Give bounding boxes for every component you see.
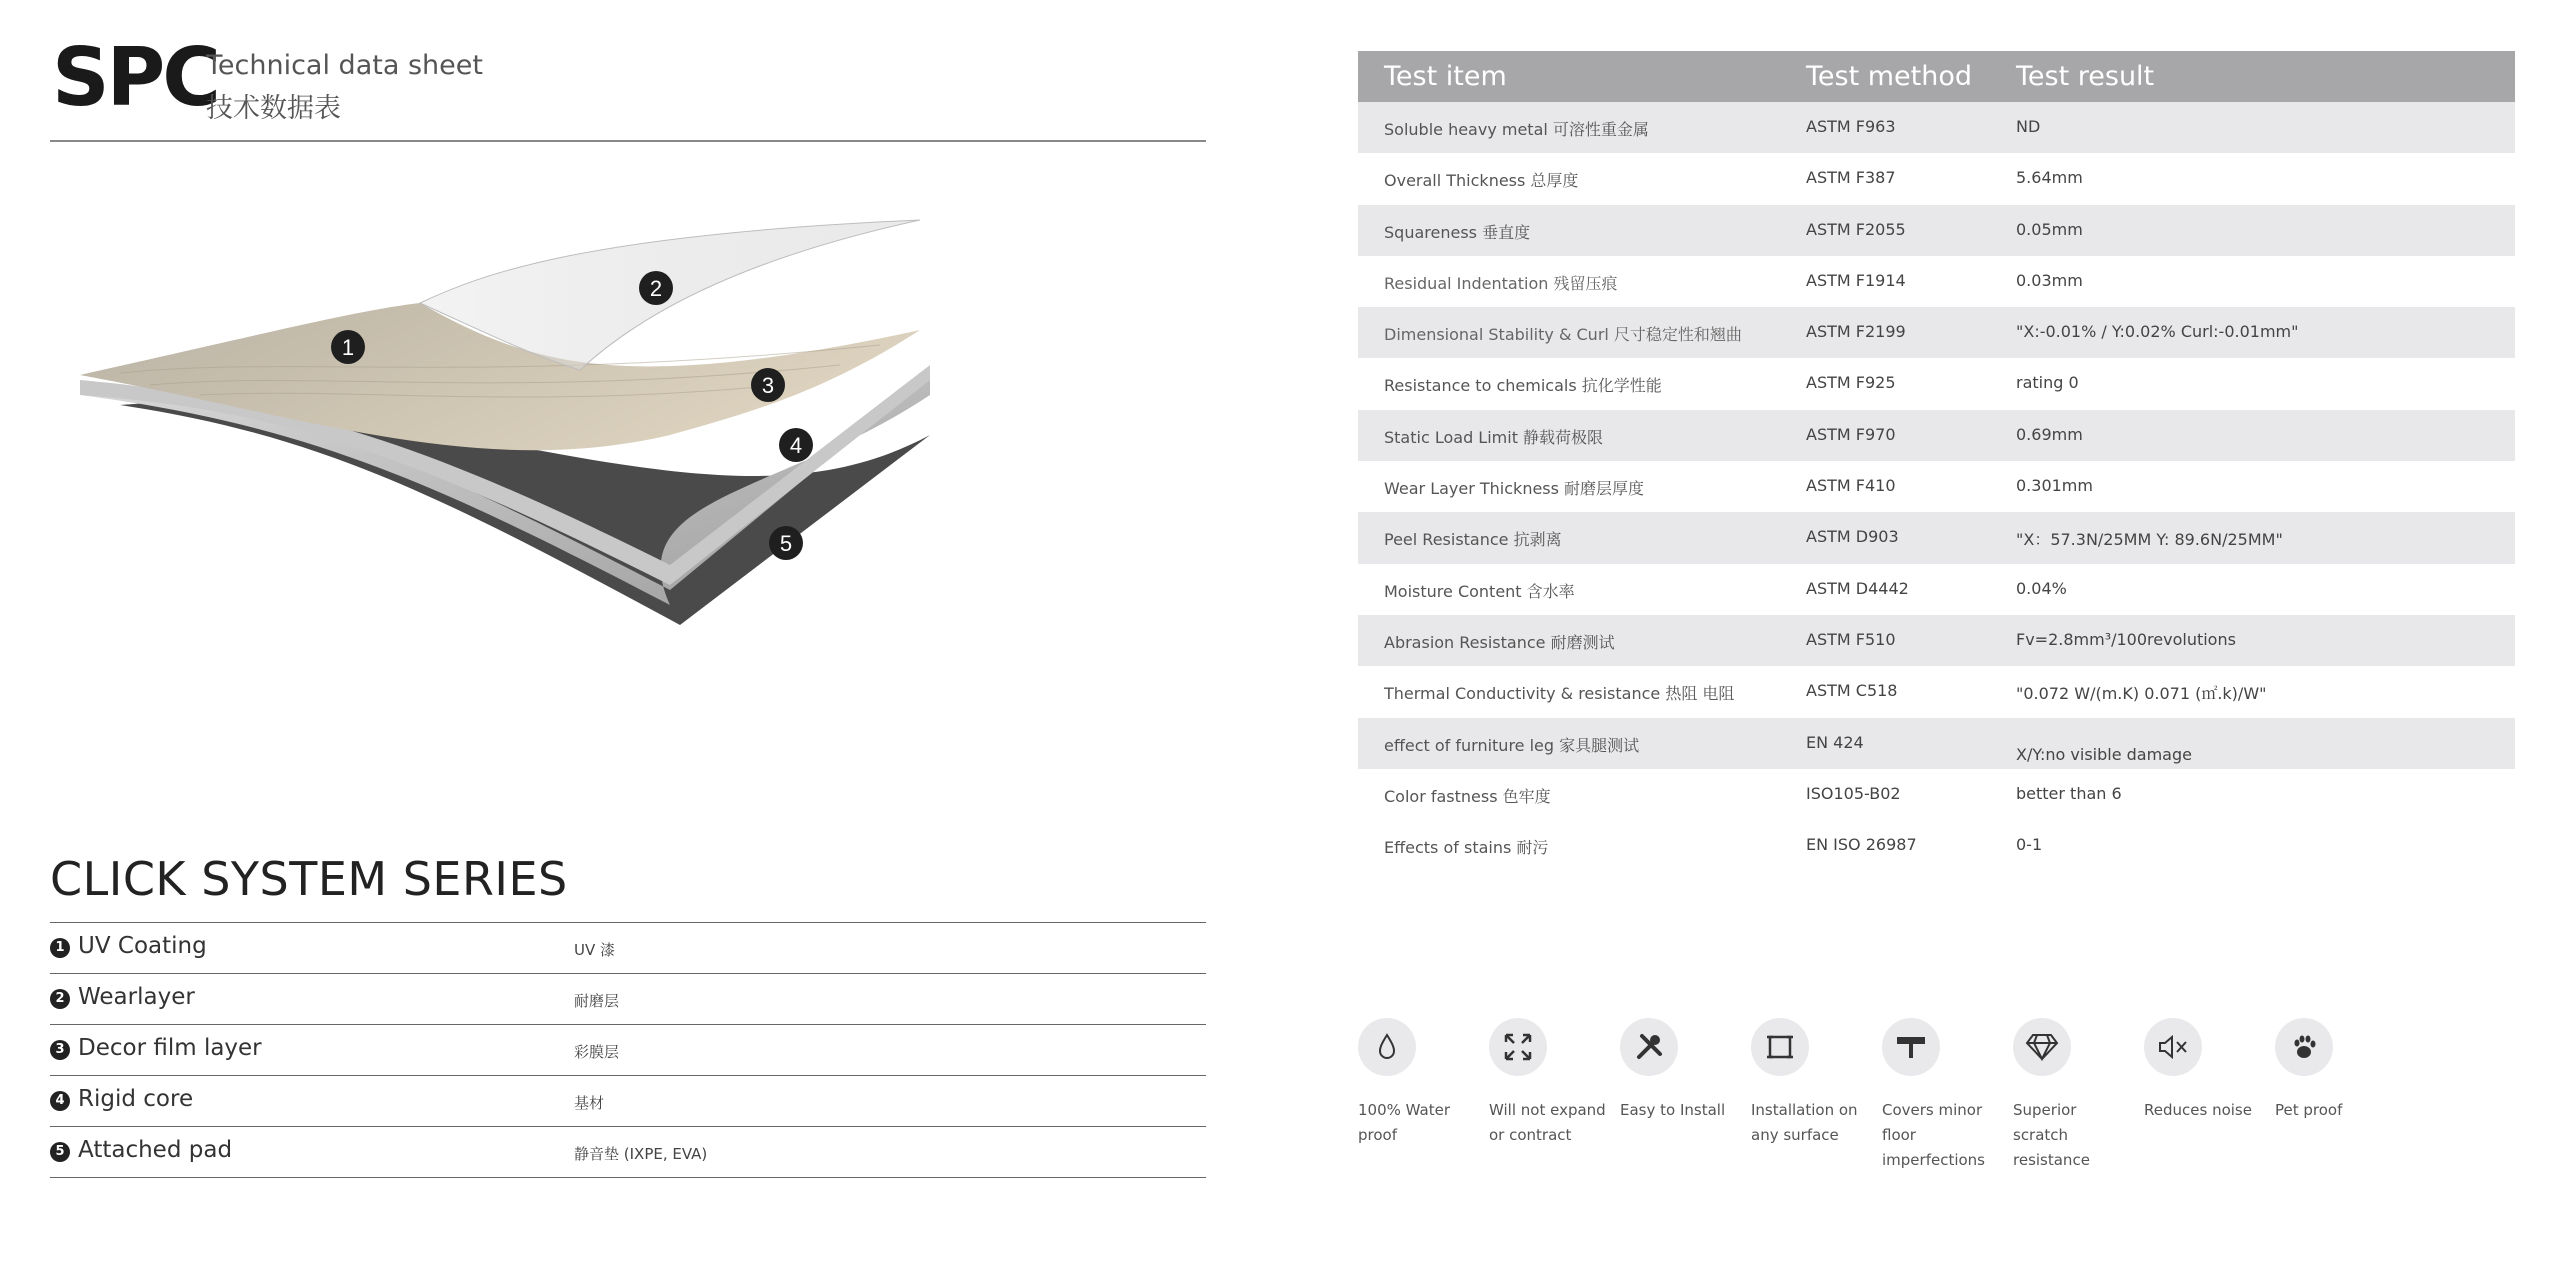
- test-method: ASTM F387: [1806, 168, 1896, 188]
- feature-label: Covers minor floor imperfections: [1882, 1101, 1986, 1169]
- marker-3: [751, 368, 785, 402]
- layer-number: 5: [50, 1142, 70, 1162]
- brand-title: SPC: [52, 31, 218, 124]
- table-row: [1358, 820, 2515, 871]
- expand-arrows-icon: [1489, 1018, 1547, 1076]
- subtitle-en: Technical data sheet: [206, 50, 483, 81]
- test-result: 0-1: [2016, 835, 2043, 855]
- svg-text:4: 4: [789, 433, 803, 458]
- test-item: Residual Indentation 残留压痕: [1384, 273, 1618, 293]
- table-row: [1358, 769, 2515, 820]
- test-result: 0.03mm: [2016, 270, 2083, 290]
- svg-text:1: 1: [341, 335, 355, 360]
- layer-name-en: Decor film layer: [78, 1035, 262, 1061]
- table-row: [1358, 205, 2515, 256]
- layer-number: 1: [50, 938, 70, 958]
- layer-row: [50, 973, 1206, 1024]
- test-result: "0.072 W/(m.K) 0.071 (㎡.k)/W": [2016, 684, 2267, 704]
- square-frame-icon: [1751, 1018, 1809, 1076]
- feature-item: [1489, 1018, 1609, 1148]
- test-item: Moisture Content 含水率: [1384, 581, 1575, 601]
- test-method: ASTM F2055: [1806, 219, 1906, 239]
- test-method: ASTM F1914: [1806, 270, 1906, 290]
- test-method: EN 424: [1806, 732, 1864, 752]
- table-row: [1358, 102, 2515, 153]
- test-item: Abrasion Resistance 耐磨测试: [1384, 632, 1615, 652]
- layer-name-cn: 耐磨层: [574, 992, 620, 1010]
- test-result: better than 6: [2016, 783, 2122, 803]
- feature-label: Will not expand or contract: [1489, 1101, 1606, 1144]
- table-row: [1358, 307, 2515, 358]
- test-item: Peel Resistance 抗剥离: [1384, 530, 1562, 550]
- layer-name-cn: 静音垫 (IXPE, EVA): [574, 1145, 708, 1163]
- water-drop-icon: [1358, 1018, 1416, 1076]
- test-result: "X：57.3N/25MM Y: 89.6N/25MM": [2016, 530, 2283, 550]
- feature-icons-row: [1358, 1018, 2538, 1198]
- header-test-method: Test method: [1806, 61, 1973, 92]
- feature-label: Easy to Install: [1620, 1101, 1726, 1119]
- mute-speaker-icon: [2144, 1018, 2202, 1076]
- marker-4: [779, 428, 813, 462]
- feature-item: [2275, 1018, 2395, 1123]
- feature-item: [1751, 1018, 1871, 1148]
- test-item: Color fastness 色牢度: [1384, 786, 1551, 806]
- table-row: [1358, 461, 2515, 512]
- marker-1: [331, 330, 365, 364]
- test-data-table: [1358, 51, 2515, 871]
- test-item: Static Load Limit 静载荷极限: [1384, 427, 1604, 447]
- layer-row: [50, 1126, 1206, 1178]
- series-title: CLICK SYSTEM SERIES: [50, 852, 568, 906]
- test-method: ASTM C518: [1806, 681, 1898, 701]
- tools-icon: [1620, 1018, 1678, 1076]
- layer-name-en: UV Coating: [78, 933, 207, 959]
- header-test-item: Test item: [1384, 61, 1507, 92]
- test-result: 5.64mm: [2016, 168, 2083, 188]
- test-method: ASTM F963: [1806, 117, 1896, 136]
- layer-number: 3: [50, 1040, 70, 1060]
- test-method: ASTM F510: [1806, 629, 1896, 649]
- table-row: [1358, 256, 2515, 307]
- table-row: [1358, 718, 2515, 769]
- table-row: [1358, 564, 2515, 615]
- test-item: Dimensional Stability & Curl 尺寸稳定性和翘曲: [1384, 325, 1742, 345]
- layer-row: [50, 922, 1206, 973]
- test-item: Effects of stains 耐污: [1384, 838, 1549, 858]
- feature-item: [2013, 1018, 2133, 1173]
- layer-name-en: Rigid core: [78, 1086, 194, 1112]
- layer-name-cn: 基材: [574, 1094, 605, 1112]
- layer-name-cn: UV 漆: [574, 941, 616, 959]
- marker-2: [639, 271, 673, 305]
- layer-name-en: Attached pad: [78, 1137, 233, 1163]
- test-method: ASTM D903: [1806, 527, 1899, 547]
- svg-text:3: 3: [761, 373, 775, 398]
- header-test-result: Test result: [2016, 61, 2155, 92]
- header-divider: [50, 140, 1206, 142]
- layer-row: [50, 1024, 1206, 1075]
- table-row: [1358, 666, 2515, 717]
- test-result: 0.05mm: [2016, 219, 2083, 239]
- feature-label: Pet proof: [2275, 1101, 2343, 1119]
- svg-text:2: 2: [649, 276, 663, 301]
- test-method: ASTM F2199: [1806, 322, 1906, 342]
- layer-row: [50, 1075, 1206, 1126]
- test-item: Squareness 垂直度: [1384, 222, 1531, 242]
- layer-structure-illustration: [60, 195, 940, 655]
- table-row: [1358, 512, 2515, 563]
- test-item: Resistance to chemicals 抗化学性能: [1384, 376, 1662, 396]
- test-result: 0.301mm: [2016, 476, 2093, 496]
- test-item: Overall Thickness 总厚度: [1384, 171, 1579, 191]
- feature-label: Superior scratch resistance: [2013, 1101, 2090, 1169]
- feature-item: [1882, 1018, 2002, 1173]
- diamond-icon: [2013, 1018, 2071, 1076]
- test-item: Thermal Conductivity & resistance 热阻 电阻: [1384, 684, 1735, 704]
- test-result: 0.04%: [2016, 578, 2067, 598]
- feature-item: [2144, 1018, 2264, 1123]
- table-row: [1358, 410, 2515, 461]
- test-method: ASTM F970: [1806, 424, 1896, 444]
- layers-list: [50, 922, 1206, 1178]
- table-row: [1358, 358, 2515, 409]
- trowel-icon: [1882, 1018, 1940, 1076]
- feature-item: [1620, 1018, 1740, 1123]
- test-item: Soluble heavy metal 可溶性重金属: [1384, 120, 1649, 139]
- test-result: 0.69mm: [2016, 424, 2083, 444]
- layer-name-cn: 彩膜层: [574, 1043, 620, 1061]
- marker-5: [769, 526, 803, 560]
- test-result: Fv=2.8mm³/100revolutions: [2016, 629, 2236, 649]
- svg-text:5: 5: [779, 531, 793, 556]
- feature-item: [1358, 1018, 1478, 1148]
- layer-name-en: Wearlayer: [78, 984, 195, 1010]
- subtitle-cn: 技术数据表: [206, 93, 341, 124]
- test-item: effect of furniture leg 家具腿测试: [1384, 735, 1640, 755]
- table-row: [1358, 153, 2515, 204]
- test-method: ASTM D4442: [1806, 578, 1909, 598]
- test-result: "X:-0.01% / Y:0.02% Curl:-0.01mm": [2016, 322, 2299, 342]
- test-method: EN ISO 26987: [1806, 835, 1917, 855]
- test-method: ASTM F925: [1806, 373, 1896, 393]
- layer-number: 4: [50, 1091, 70, 1111]
- test-result: X/Y:no visible damage: [2016, 744, 2192, 764]
- paw-icon: [2275, 1018, 2333, 1076]
- table-header: [1358, 51, 2515, 102]
- table-row: [1358, 615, 2515, 666]
- test-method: ASTM F410: [1806, 476, 1896, 496]
- test-result: ND: [2016, 117, 2041, 136]
- test-item: Wear Layer Thickness 耐磨层厚度: [1384, 479, 1645, 499]
- feature-label: Installation on any surface: [1751, 1101, 1858, 1144]
- feature-label: Reduces noise: [2144, 1101, 2252, 1119]
- layer-number: 2: [50, 989, 70, 1009]
- feature-label: 100% Water proof: [1358, 1101, 1450, 1144]
- test-method: ISO105-B02: [1806, 783, 1901, 803]
- test-result: rating 0: [2016, 373, 2079, 393]
